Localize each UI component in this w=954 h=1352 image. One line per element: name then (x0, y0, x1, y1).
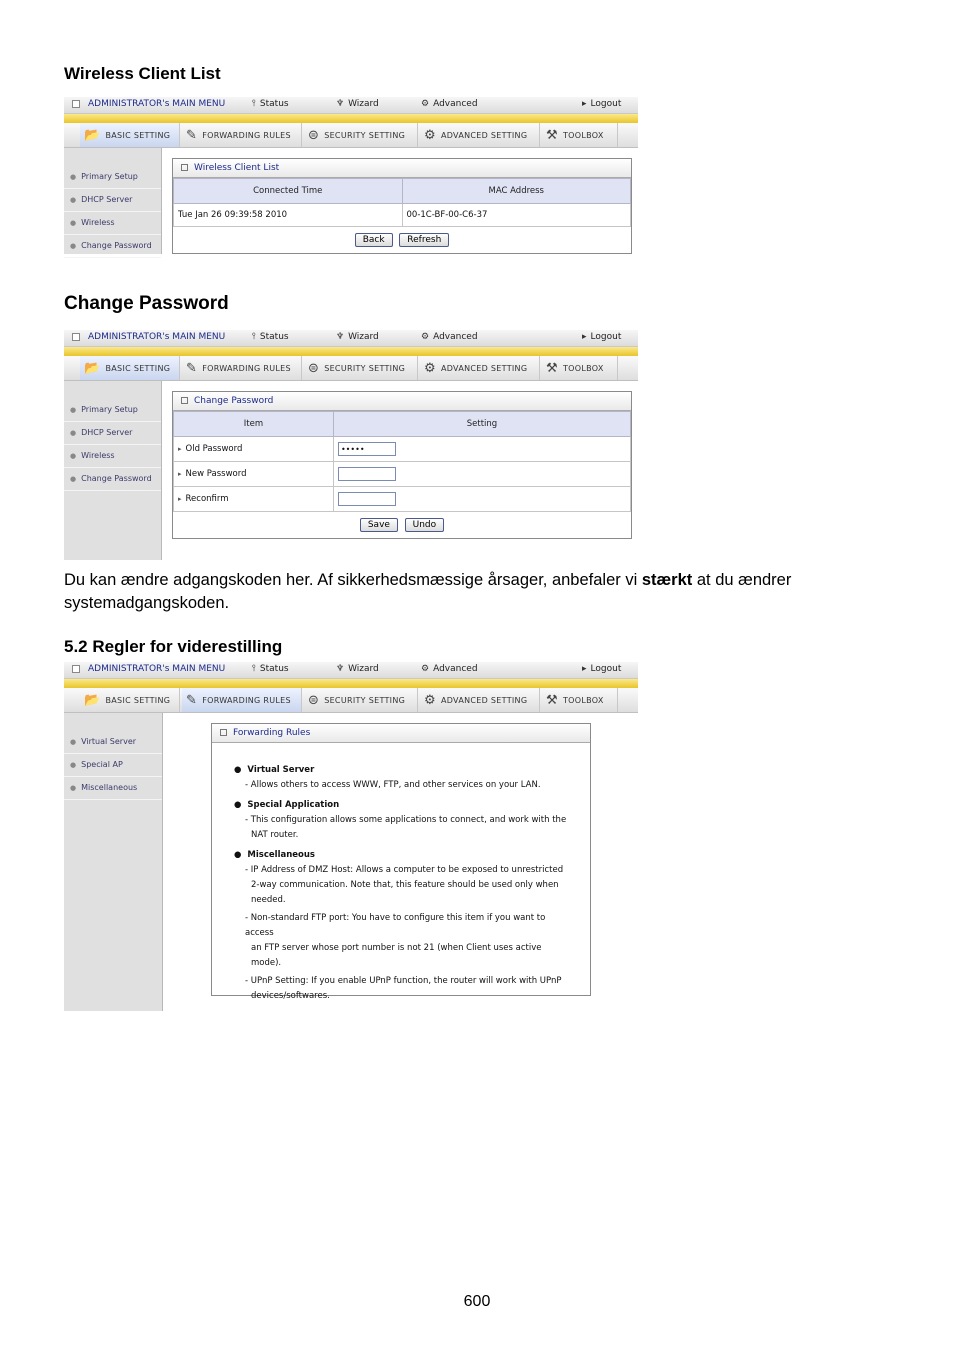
bullet-icon: ● (234, 850, 242, 860)
desc-line: - IP Address of DMZ Host: Allows a computer to be exposed to unrestricted (245, 865, 564, 875)
desc-line: - UPnP Setting: If you enable UPnP function, the router will work with UPnP (245, 976, 562, 986)
router-screenshot-forwarding (64, 662, 638, 1011)
section-virtual-server: ● Virtual Server (234, 765, 315, 775)
tab-forwarding-rules[interactable]: ✎ FORWARDING RULES (182, 356, 302, 380)
tab-advanced-setting[interactable]: ⚙ ADVANCED SETTING (420, 123, 540, 147)
page-number: 600 (463, 1293, 491, 1310)
desc-line: 2-way communication. Note that, this feature should be used only when (251, 880, 559, 890)
sidebar (64, 381, 162, 560)
section-miscellaneous: ● Miscellaneous (234, 850, 315, 860)
router-topbar (64, 97, 638, 114)
panel-title: Change Password (173, 392, 631, 411)
advanced-link[interactable]: Advanced (433, 332, 478, 342)
panel-title: Forwarding Rules (212, 724, 590, 743)
wizard-link[interactable]: Wizard (348, 332, 379, 342)
wizard-link[interactable]: Wizard (348, 99, 379, 109)
desc-line: devices/softwares. (251, 991, 330, 1001)
desc-line: - Non-standard FTP port: You have to configure this item if you want to access (245, 913, 546, 938)
status-link[interactable]: Status (259, 664, 289, 674)
wizard-icon: ♆ (336, 332, 345, 342)
bullet-icon: ● (234, 800, 242, 810)
sidebar (64, 148, 162, 254)
admin-main-menu-link[interactable]: ADMINISTRATOR's MAIN MENU (88, 332, 226, 342)
bullet-icon: ● (70, 429, 77, 437)
arrow-right-icon: ▸ (178, 470, 182, 478)
column-header-item: Item (174, 412, 334, 437)
change-password-panel (172, 391, 632, 539)
router-body (64, 148, 638, 254)
cell-mac-address: 00-1C-BF-00-C6-37 (402, 204, 631, 227)
router-screenshot-wireless (64, 97, 638, 254)
row-label-reconfirm: ▸ Reconfirm (174, 487, 334, 512)
cell-new-password (333, 462, 630, 487)
advanced-icon: ⚙ (421, 99, 430, 109)
sidebar-item-virtual-server[interactable]: ● Virtual Server (64, 731, 162, 754)
wizard-icon: ♆ (336, 664, 345, 674)
tab-security-setting[interactable]: ⊜ SECURITY SETTING (304, 356, 418, 380)
yellow-band (64, 114, 638, 123)
bullet-icon: ● (70, 475, 77, 483)
arrow-right-icon: ▸ (178, 495, 182, 503)
tab-toolbox[interactable]: ⚒ TOOLBOX (542, 123, 618, 147)
table-row (174, 204, 631, 227)
router-screenshot-change-password (64, 330, 638, 560)
desc-line: needed. (251, 895, 286, 905)
router-tabs (64, 123, 638, 148)
paragraph-text: Du kan ændre adgangskoden her. Af sikkerhedsmæssige årsager, anbefaler vi (64, 571, 642, 589)
toolbox-icon: ⚒ (546, 360, 558, 376)
tab-forwarding-rules[interactable]: ✎ FORWARDING RULES (182, 688, 302, 712)
bullet-icon: ● (70, 242, 77, 250)
admin-main-menu-link[interactable]: ADMINISTRATOR's MAIN MENU (88, 99, 226, 109)
back-button[interactable]: Back (355, 233, 393, 247)
logout-arrow-icon: ▸ (582, 332, 587, 342)
forward-icon: ✎ (186, 692, 198, 708)
row-label-new-password: ▸ New Password (174, 462, 334, 487)
menu-square-icon (72, 333, 80, 341)
sidebar-item-special-ap[interactable]: ● Special AP (64, 754, 162, 777)
security-icon: ⊜ (308, 127, 320, 143)
sidebar-item-dhcp-server[interactable]: ● DHCP Server (64, 422, 161, 445)
undo-button[interactable]: Undo (405, 518, 445, 532)
tab-basic-setting[interactable]: 📂 BASIC SETTING (80, 688, 180, 712)
desc-line: - Allows others to access WWW, FTP, and other services on your LAN. (245, 780, 541, 790)
yellow-band (64, 347, 638, 356)
logout-arrow-icon: ▸ (582, 664, 587, 674)
folder-icon: 📂 (84, 127, 101, 143)
cell-old-password (333, 437, 630, 462)
tab-basic-setting[interactable]: 📂 BASIC SETTING (80, 356, 180, 380)
desc-line: NAT router. (251, 830, 299, 840)
panel-square-icon (181, 164, 188, 171)
reconfirm-input[interactable] (338, 492, 396, 506)
tab-security-setting[interactable]: ⊜ SECURITY SETTING (304, 123, 418, 147)
status-icon: ⫯ (252, 664, 256, 674)
sidebar-item-dhcp-server[interactable]: ● DHCP Server (64, 189, 161, 212)
tab-security-setting[interactable]: ⊜ SECURITY SETTING (304, 688, 418, 712)
button-row (173, 227, 631, 253)
change-password-table (173, 411, 631, 512)
sidebar-item-change-password[interactable]: ● Change Password (64, 235, 161, 258)
router-body (64, 381, 638, 560)
panel-square-icon (220, 729, 227, 736)
advanced-setting-icon: ⚙ (424, 127, 436, 143)
status-icon: ⫯ (252, 332, 256, 342)
sidebar-item-primary-setup[interactable]: ● Primary Setup (64, 166, 161, 189)
admin-main-menu-link[interactable]: ADMINISTRATOR's MAIN MENU (88, 664, 226, 674)
tab-advanced-setting[interactable]: ⚙ ADVANCED SETTING (420, 356, 540, 380)
security-icon: ⊜ (308, 360, 320, 376)
status-icon: ⫯ (252, 99, 256, 109)
toolbox-icon: ⚒ (546, 127, 558, 143)
folder-icon: 📂 (84, 360, 101, 376)
wizard-icon: ♆ (336, 99, 345, 109)
bullet-icon: ● (70, 196, 77, 204)
logout-arrow-icon: ▸ (582, 99, 587, 109)
panel-square-icon (181, 397, 188, 404)
sidebar-item-change-password[interactable]: ● Change Password (64, 468, 161, 491)
router-tabs (64, 356, 638, 381)
description-paragraph (64, 569, 904, 615)
tab-toolbox[interactable]: ⚒ TOOLBOX (542, 356, 618, 380)
heading-forwarding-rules: 5.2 Regler for viderestilling (64, 637, 283, 656)
panel-title: Wireless Client List (173, 159, 631, 178)
heading-change-password: Change Password (64, 293, 229, 314)
router-topbar (64, 662, 638, 679)
arrow-right-icon: ▸ (178, 445, 182, 453)
column-header-mac-address: MAC Address (402, 179, 631, 204)
advanced-link[interactable]: Advanced (433, 664, 478, 674)
tab-advanced-setting[interactable]: ⚙ ADVANCED SETTING (420, 688, 540, 712)
column-header-setting: Setting (333, 412, 630, 437)
refresh-button[interactable]: Refresh (399, 233, 449, 247)
table-row (174, 487, 631, 512)
forward-icon: ✎ (186, 360, 198, 376)
tab-forwarding-rules[interactable]: ✎ FORWARDING RULES (182, 123, 302, 147)
desc-line: an FTP server whose port number is not 21 (when Client uses active mode). (251, 943, 542, 968)
sidebar-item-miscellaneous[interactable]: ● Miscellaneous (64, 777, 162, 800)
cell-connected-time: Tue Jan 26 09:39:58 2010 (174, 204, 403, 227)
status-link[interactable]: Status (259, 332, 289, 342)
bullet-icon: ● (70, 452, 77, 460)
forward-icon: ✎ (186, 127, 198, 143)
advanced-icon: ⚙ (421, 664, 430, 674)
menu-square-icon (72, 665, 80, 673)
heading-wireless-client-list: Wireless Client List (64, 64, 221, 83)
yellow-band (64, 679, 638, 688)
paragraph-bold: stærkt (641, 571, 693, 589)
paragraph-text-end: at du ændrer systemadgangskoden. (64, 571, 792, 612)
sidebar (64, 713, 163, 1011)
sidebar-item-wireless[interactable]: ● Wireless (64, 445, 161, 468)
logout-link[interactable]: Logout (590, 664, 622, 674)
old-password-input[interactable]: ••••• (338, 442, 396, 456)
advanced-link[interactable]: Advanced (433, 99, 478, 109)
security-icon: ⊜ (308, 692, 320, 708)
status-link[interactable]: Status (259, 99, 289, 109)
table-row (174, 462, 631, 487)
section-special-application: ● Special Application (234, 800, 340, 810)
sidebar-item-wireless[interactable]: ● Wireless (64, 212, 161, 235)
advanced-setting-icon: ⚙ (424, 360, 436, 376)
logout-link[interactable]: Logout (590, 99, 622, 109)
forwarding-rules-content (212, 743, 590, 1014)
tab-toolbox[interactable]: ⚒ TOOLBOX (542, 688, 618, 712)
cell-reconfirm (333, 487, 630, 512)
wireless-client-panel (172, 158, 632, 254)
tab-basic-setting[interactable]: 📂 BASIC SETTING (80, 123, 180, 147)
bullet-icon: ● (70, 406, 77, 414)
bullet-icon: ● (70, 761, 77, 769)
advanced-setting-icon: ⚙ (424, 692, 436, 708)
bullet-icon: ● (234, 765, 242, 775)
wireless-client-table (173, 178, 631, 227)
logout-link[interactable]: Logout (590, 332, 622, 342)
toolbox-icon: ⚒ (546, 692, 558, 708)
folder-icon: 📂 (84, 692, 101, 708)
router-body (64, 713, 638, 1011)
table-row (174, 437, 631, 462)
bullet-icon: ● (70, 173, 77, 181)
wizard-link[interactable]: Wizard (348, 664, 379, 674)
row-label-old-password: ▸ Old Password (174, 437, 334, 462)
bullet-icon: ● (70, 219, 77, 227)
menu-square-icon (72, 100, 80, 108)
save-button[interactable]: Save (360, 518, 398, 532)
advanced-icon: ⚙ (421, 332, 430, 342)
column-header-connected-time: Connected Time (174, 179, 403, 204)
forwarding-rules-panel (211, 723, 591, 1001)
bullet-icon: ● (70, 784, 77, 792)
router-topbar (64, 330, 638, 347)
bullet-icon: ● (70, 738, 77, 746)
new-password-input[interactable] (338, 467, 396, 481)
router-tabs (64, 688, 638, 713)
desc-line: - This configuration allows some applications to connect, and work with the (245, 815, 567, 825)
sidebar-item-primary-setup[interactable]: ● Primary Setup (64, 399, 161, 422)
button-row (173, 512, 631, 538)
